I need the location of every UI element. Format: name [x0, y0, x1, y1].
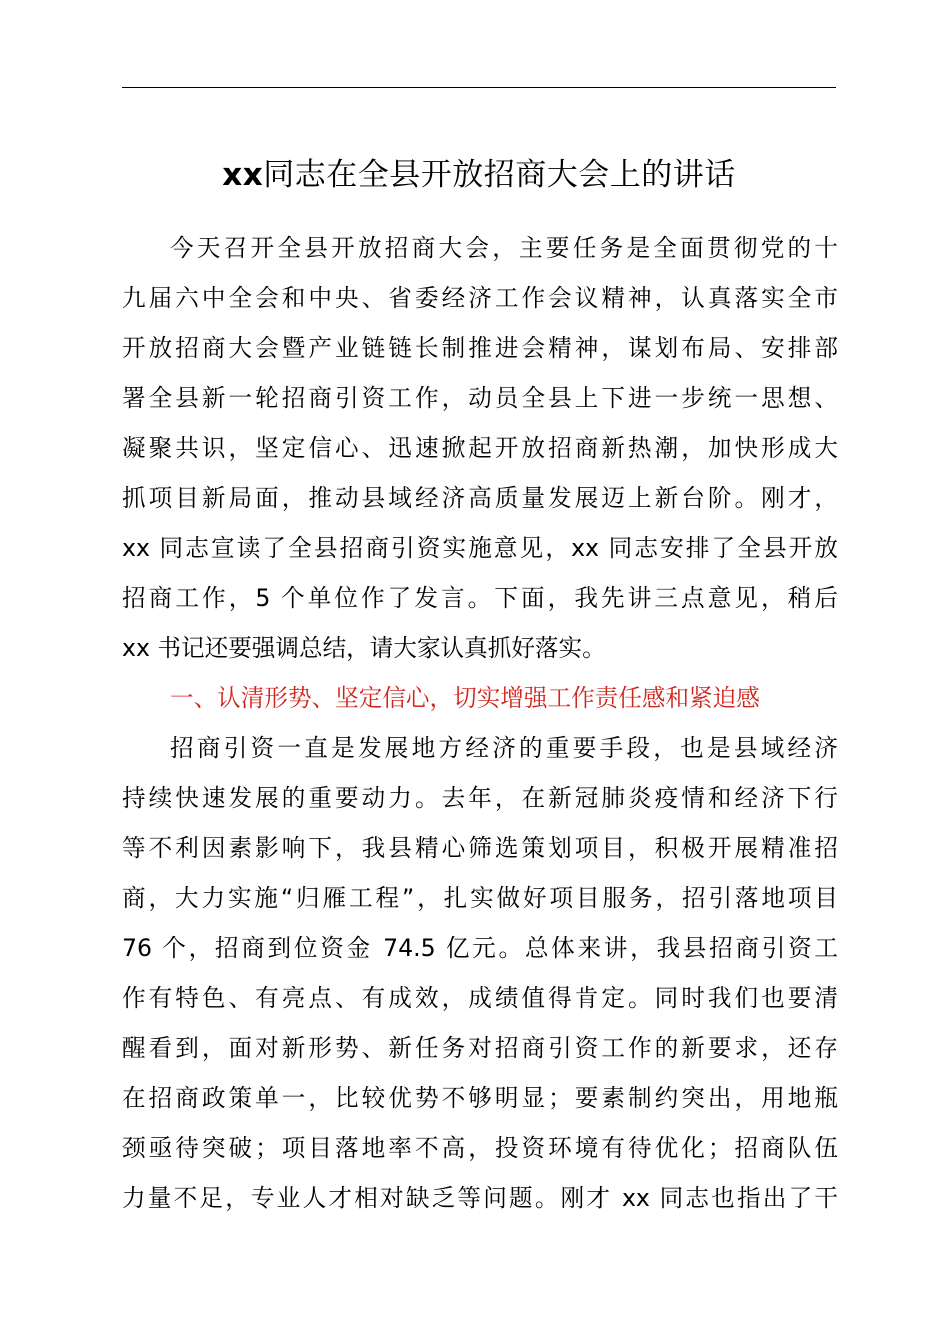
- text-line: 署全县新一轮招商引资工作，动员全县上下进一步统一思想、: [122, 384, 838, 412]
- text-line: 持续快速发展的重要动力。去年，在新冠肺炎疫情和经济下行: [122, 784, 838, 812]
- section-heading: 一、认清形势、坚定信心，切实增强工作责任感和紧迫感: [170, 684, 760, 712]
- header-rule: [122, 87, 836, 88]
- text-line: 今天召开全县开放招商大会，主要任务是全面贯彻党的十: [170, 234, 838, 262]
- page-title: [122, 150, 836, 200]
- text-line: 等不利因素影响下，我县精心筛选策划项目，积极开展精准招: [122, 834, 838, 862]
- paragraph-intro: [122, 223, 838, 673]
- text-line: 醒看到，面对新形势、新任务对招商引资工作的新要求，还存: [122, 1034, 838, 1062]
- text-line: 76 个，招商到位资金 74.5 亿元。总体来讲，我县招商引资工: [122, 934, 838, 962]
- title-text: 同志在全县开放招商大会上的讲话: [263, 157, 736, 193]
- text-line: 力量不足，专业人才相对缺乏等问题。刚才 xx 同志也指出了干: [122, 1184, 838, 1212]
- text-line: 开放招商大会暨产业链链长制推进会精神，谋划布局、安排部: [122, 334, 838, 362]
- text-line: 凝聚共识，坚定信心、迅速掀起开放招商新热潮，加快形成大: [122, 434, 838, 462]
- text-line: 九届六中全会和中央、省委经济工作会议精神，认真落实全市: [122, 284, 838, 312]
- text-line: 作有特色、有亮点、有成效，成绩值得肯定。同时我们也要清: [122, 984, 838, 1012]
- text-line: 颈亟待突破；项目落地率不高，投资环境有待优化；招商队伍: [122, 1134, 838, 1162]
- title-prefix: xx: [222, 157, 264, 193]
- text-line: 在招商政策单一，比较优势不够明显；要素制约突出，用地瓶: [122, 1084, 838, 1112]
- paragraph-section-1: [122, 723, 838, 1223]
- text-line: 抓项目新局面，推动县域经济高质量发展迈上新台阶。刚才，: [122, 484, 838, 512]
- text-line: 商，大力实施“归雁工程”，扎实做好项目服务，招引落地项目: [122, 884, 838, 912]
- text-line: xx 同志宣读了全县招商引资实施意见，xx 同志安排了全县开放: [122, 534, 838, 562]
- text-line: 招商工作，5 个单位作了发言。下面，我先讲三点意见，稍后: [122, 584, 838, 612]
- text-line: 招商引资一直是发展地方经济的重要手段，也是县域经济: [170, 734, 838, 762]
- text-line: xx 书记还要强调总结，请大家认真抓好落实。: [122, 634, 606, 662]
- document-body: [122, 223, 838, 1223]
